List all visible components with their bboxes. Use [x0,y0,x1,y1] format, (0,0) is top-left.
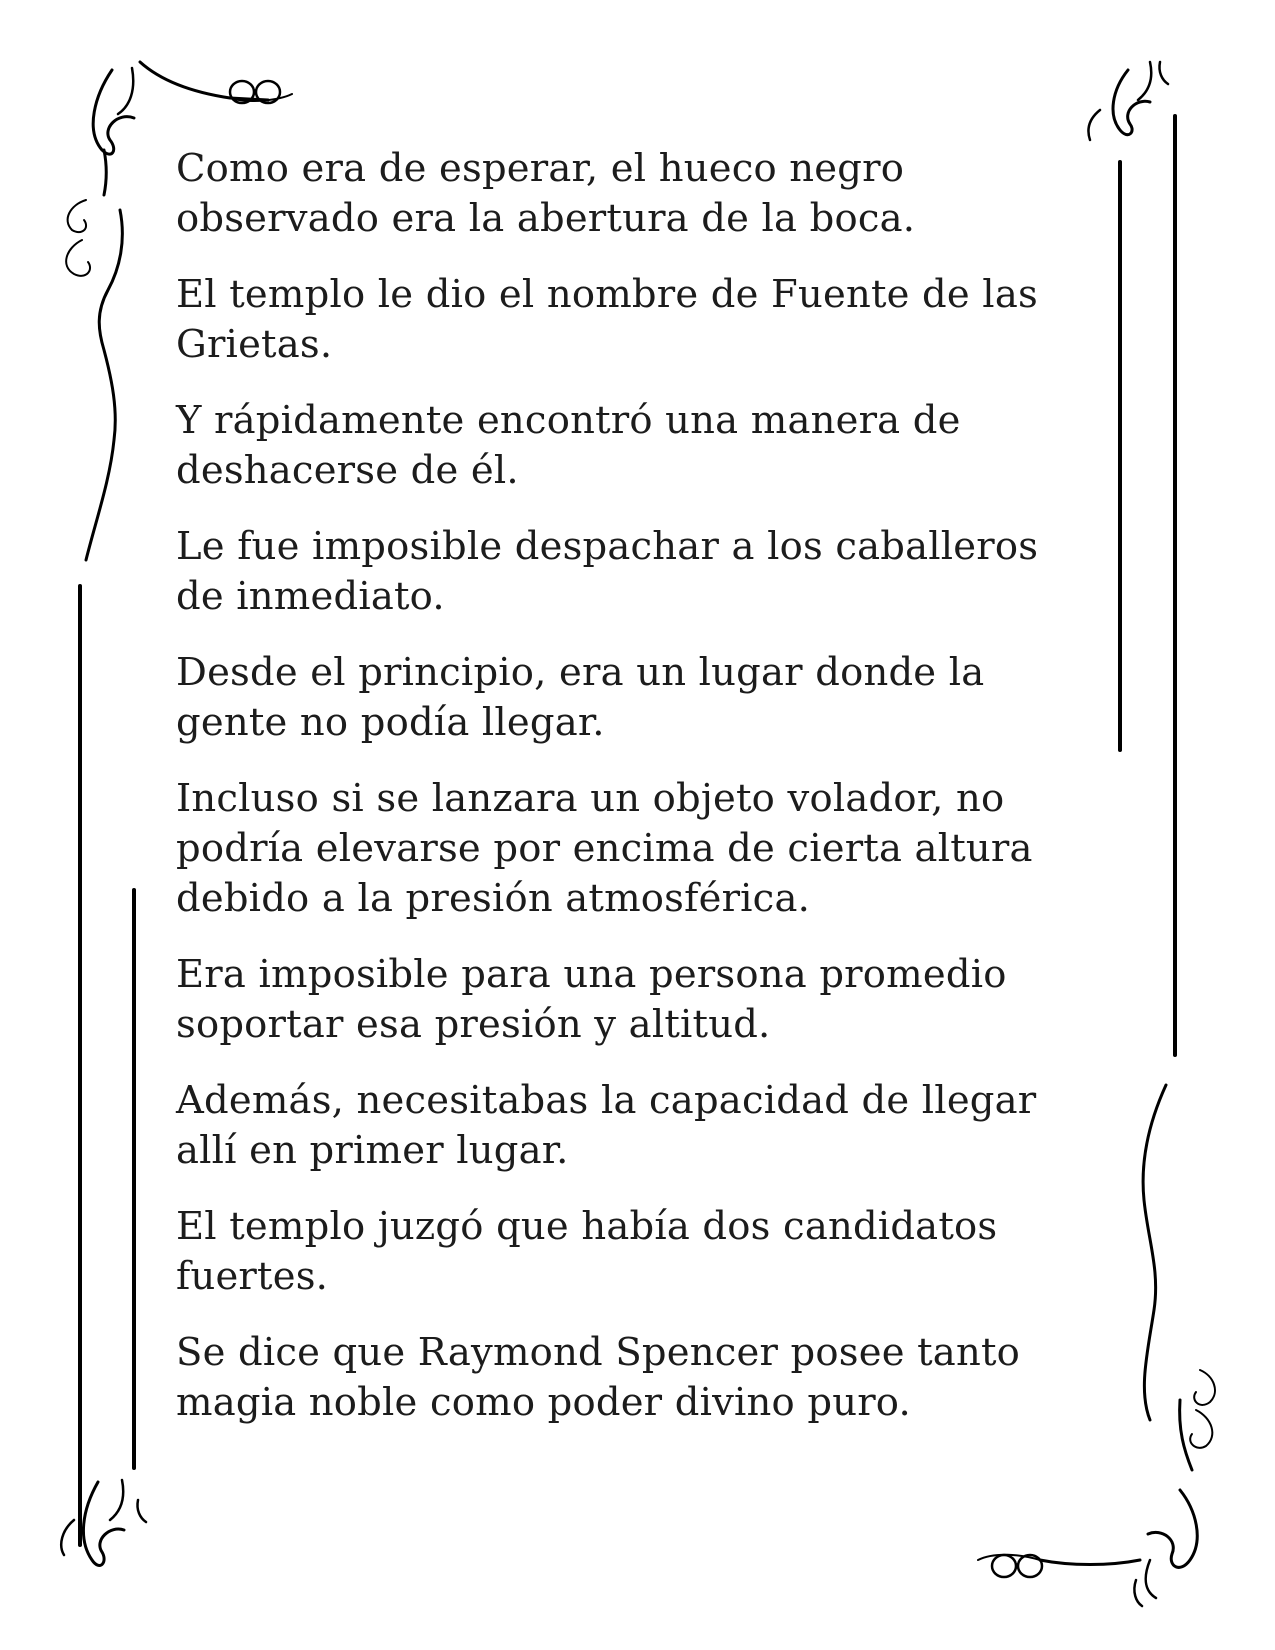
paragraph: Le fue imposible despachar a los caballeros de inmediato. [176,524,1039,619]
paragraph: Además, necesitabas la capacidad de llegar allí en primer lugar. [176,1078,1037,1173]
paragraph: Era imposible para una persona promedio soportar esa presión y altitud. [176,952,1007,1047]
paragraph: Como era de esperar, el hueco negro observado era la abertura de la boca. [176,146,916,241]
paragraph: El templo le dio el nombre de Fuente de las Grietas. [176,272,1038,367]
bottom-left-flourish [61,1480,146,1565]
top-right-flourish [1088,62,1168,140]
paragraph: Y rápidamente encontró una manera de deshacerse de él. [176,398,961,493]
story-text [176,144,1096,1454]
paragraph: Desde el principio, era un lugar donde la gente no podía llegar. [176,650,985,745]
paragraph: El templo juzgó que había dos candidatos fuertes. [176,1204,998,1299]
paragraph: Se dice que Raymond Spencer posee tanto magia noble como poder divino puro. [176,1330,1020,1425]
paragraph: Incluso si se lanzara un objeto volador, no podría elevarse por encima de cierta altura debido a la presión atmosférica. [176,776,1033,921]
